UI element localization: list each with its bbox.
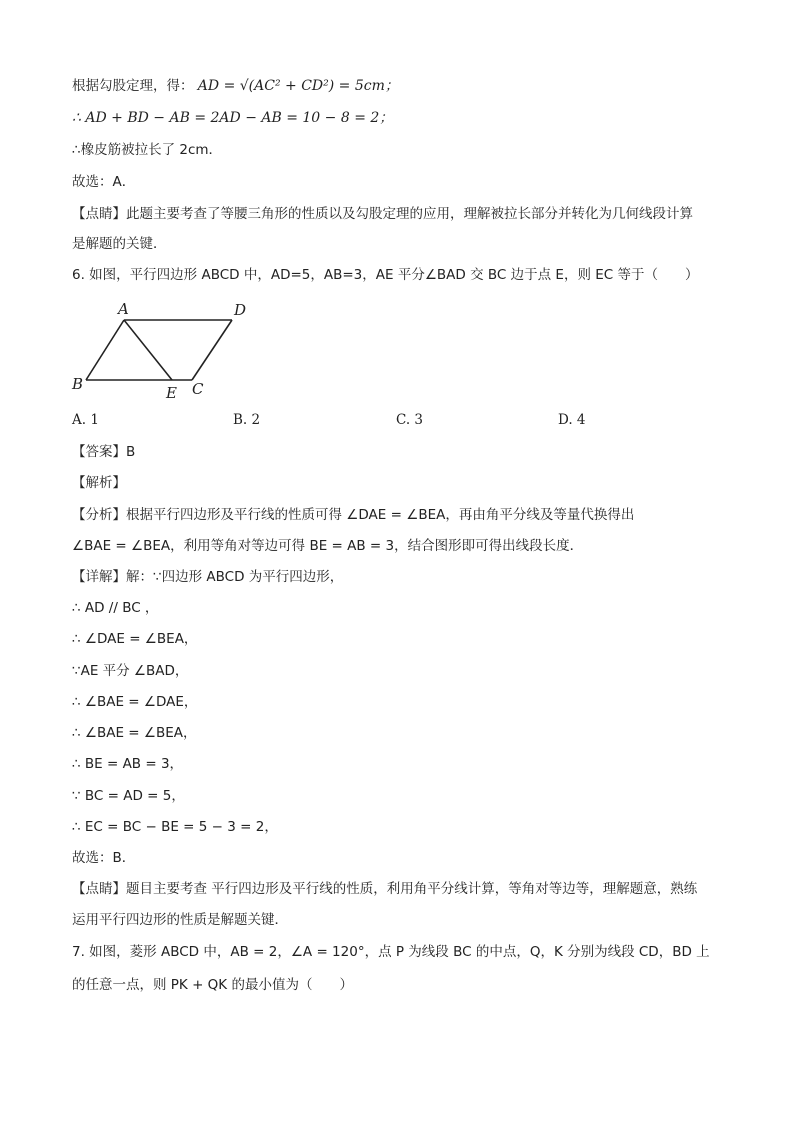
text-line-6: 是解题的关键． <box>72 236 167 252</box>
formula-ad: AD = √(AC² + CD²) = 5cm； <box>197 78 399 94</box>
detail-line-1: 【详解】解：∵四边形 ABCD 为平行四边形， <box>72 569 344 585</box>
detail-line-10: 故选：B． <box>72 850 136 866</box>
text-intro: 根据勾股定理，得： <box>72 78 194 94</box>
segment-ab <box>86 320 124 380</box>
choice-d: D. 4 <box>558 412 586 428</box>
choice-a: A. 1 <box>72 412 99 428</box>
note-line-1: 【点睛】题目主要考查 平行四边形及平行线的性质，利用角平分线计算，等角对等边等，理解题意，熟练 <box>72 881 698 897</box>
analysis-line-2: ∠BAE = ∠BEA，利用等角对等边可得 BE = AB = 3，结合图形即可得出线段长度． <box>72 538 584 554</box>
label-d: D <box>234 301 247 319</box>
text-line-2: ∴ AD + BD − AB = 2AD − AB = 10 − 8 = 2； <box>72 110 394 126</box>
segment-ae <box>124 320 172 380</box>
detail-line-6: ∴ ∠BAE = ∠BEA， <box>72 725 197 741</box>
analysis-line-1: 【分析】根据平行四边形及平行线的性质可得 ∠DAE = ∠BEA，再由角平分线及等量代换得出 <box>72 507 635 523</box>
answer-line: 【答案】B <box>72 444 136 460</box>
choice-c: C. 3 <box>396 412 424 428</box>
detail-line-9: ∴ EC = BC − BE = 5 − 3 = 2， <box>72 819 278 835</box>
detail-line-7: ∴ BE = AB = 3， <box>72 756 184 772</box>
label-a: A <box>118 300 129 318</box>
text-line-5: 【点睛】此题主要考查了等腰三角形的性质以及勾股定理的应用，理解被拉长部分并转化为几何线段计算 <box>72 206 693 222</box>
text-line-3: ∴橡皮筋被拉长了 2cm． <box>72 142 223 158</box>
detail-line-8: ∵ BC = AD = 5， <box>72 788 185 804</box>
choice-b: B. 2 <box>233 412 261 428</box>
segment-dc <box>192 320 232 380</box>
label-c: C <box>192 380 204 398</box>
question-7-line-1: 7. 如图，菱形 ABCD 中，AB = 2，∠A = 120°，点 P 为线段 BC 的中点，Q，K 分别为线段 CD，BD 上 <box>72 944 710 960</box>
text-line-4: 故选：A． <box>72 174 136 190</box>
text-line-1 <box>72 76 399 96</box>
detail-line-4: ∵AE 平分 ∠BAD， <box>72 663 189 679</box>
analysis-heading: 【解析】 <box>72 475 126 491</box>
parallelogram-figure <box>60 296 280 404</box>
label-b: B <box>72 375 84 393</box>
detail-line-2: ∴ AD // BC ， <box>72 600 159 616</box>
detail-line-3: ∴ ∠DAE = ∠BEA， <box>72 631 198 647</box>
question-7-line-2: 的任意一点，则 PK + QK 的最小值为（ ） <box>72 977 353 993</box>
detail-line-5: ∴ ∠BAE = ∠DAE， <box>72 694 198 710</box>
note-line-2: 运用平行四边形的性质是解题关键． <box>72 912 288 928</box>
label-e: E <box>166 384 177 402</box>
question-6: 6. 如图，平行四边形 ABCD 中，AD=5，AB=3，AE 平分∠BAD 交 BC 边于点 E，则 EC 等于（ ） <box>72 267 699 283</box>
